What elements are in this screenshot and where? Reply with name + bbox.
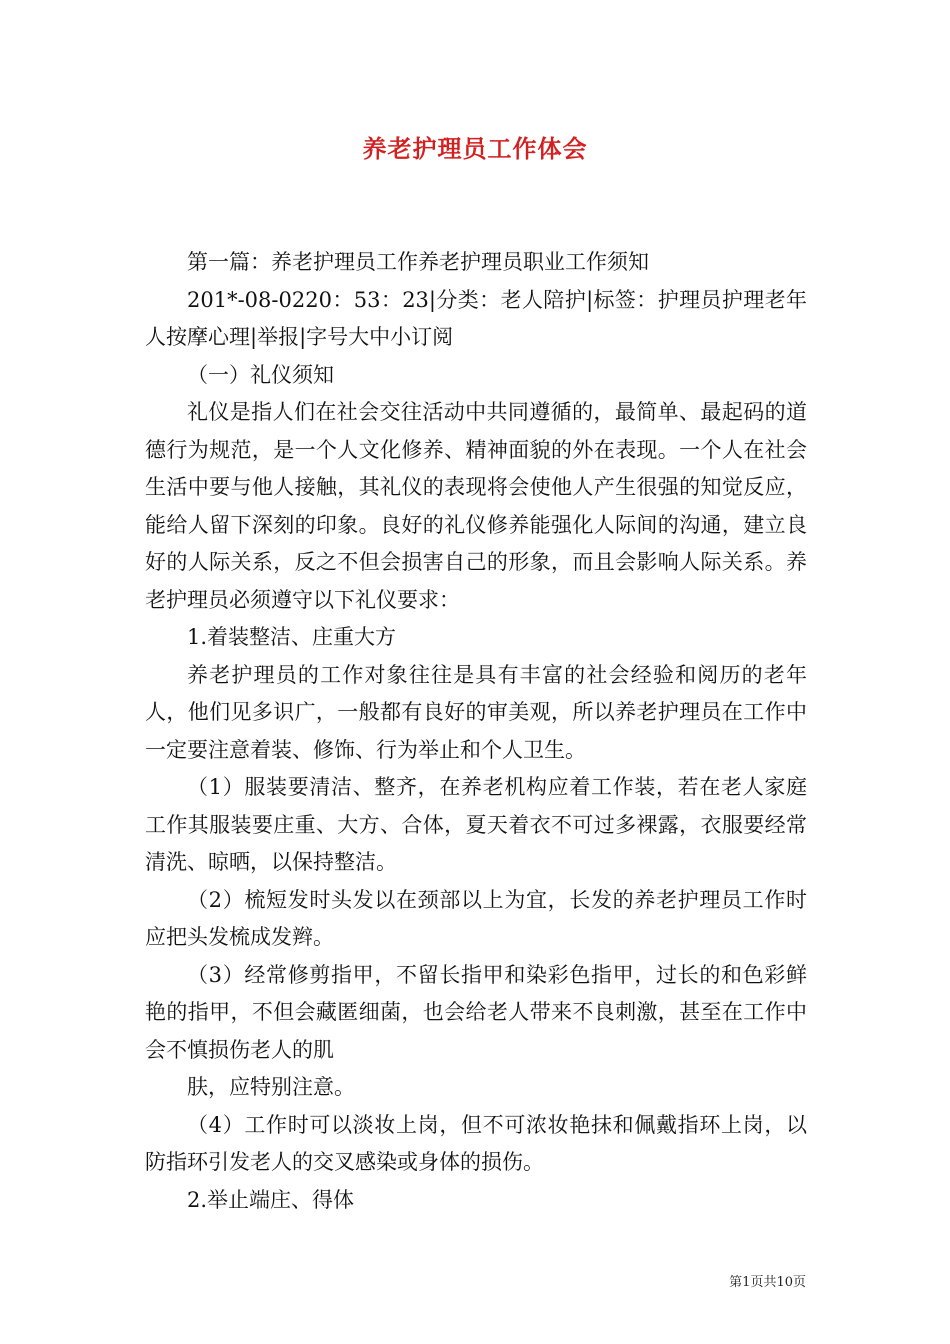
paragraph-meta-line: 201*-08-0220：53：23|分类：老人陪护|标签：护理员护理老年人按摩心理|举报|字号大中小订阅: [145, 287, 807, 349]
paragraph-item-1-body: 养老护理员的工作对象往往是具有丰富的社会经验和阅历的老年人，他们见多识广，一般都有良好的审美观，所以养老护理员在工作中一定要注意着装、修饰、行为举止和个人卫生。: [145, 662, 807, 762]
paragraph-point-3-continued: 肤，应特别注意。: [187, 1075, 355, 1099]
document-title: 养老护理员工作体会: [362, 134, 588, 163]
paragraph-point-2: （2）梳短发时头发以在颈部以上为宜，长发的养老护理员工作时应把头发梳成发辫。: [145, 887, 807, 949]
paragraph-point-1: （1）服装要清洁、整齐，在养老机构应着工作装，若在老人家庭工作其服装要庄重、大方、合体，夏天着衣不可过多裸露，衣服要经常清洗、晾晒，以保持整洁。: [145, 775, 807, 874]
paragraph-etiquette-intro: 礼仪是指人们在社会交往活动中共同遵循的，最简单、最起码的道德行为规范，是一个人文化修养、精神面貌的外在表现。一个人在社会生活中要与他人接触，其礼仪的表现将会使他人产生很强的知觉反应，能给人留下深刻的印象。良好的礼仪修养能强化人际间的沟通，建立良好的人际关系，反之不但会损害自己的形象，而且会影响人际关系。养老护理员必须遵守以下礼仪要求：: [145, 400, 807, 612]
paragraph-point-3: （3）经常修剪指甲，不留长指甲和染彩色指甲，过长的和色彩鲜艳的指甲，不但会藏匿细菌，也会给老人带来不良刺激，甚至在工作中会不慎损伤老人的肌: [145, 962, 807, 1062]
paragraph-section-heading: 第一篇：养老护理员工作养老护理员职业工作须知: [187, 250, 649, 274]
paragraph-subheading-etiquette: （一）礼仪须知: [187, 362, 334, 387]
document-body: [145, 244, 807, 1219]
page-number-footer: 第1页共10页: [729, 1275, 806, 1290]
paragraph-point-4: （4）工作时可以淡妆上岗，但不可浓妆艳抹和佩戴指环上岗，以防指环引发老人的交叉感染或身体的损伤。: [145, 1112, 807, 1174]
paragraph-item-1-heading: 1.着装整洁、庄重大方: [187, 625, 397, 649]
paragraph-item-2-heading: 2.举止端庄、得体: [187, 1187, 355, 1212]
